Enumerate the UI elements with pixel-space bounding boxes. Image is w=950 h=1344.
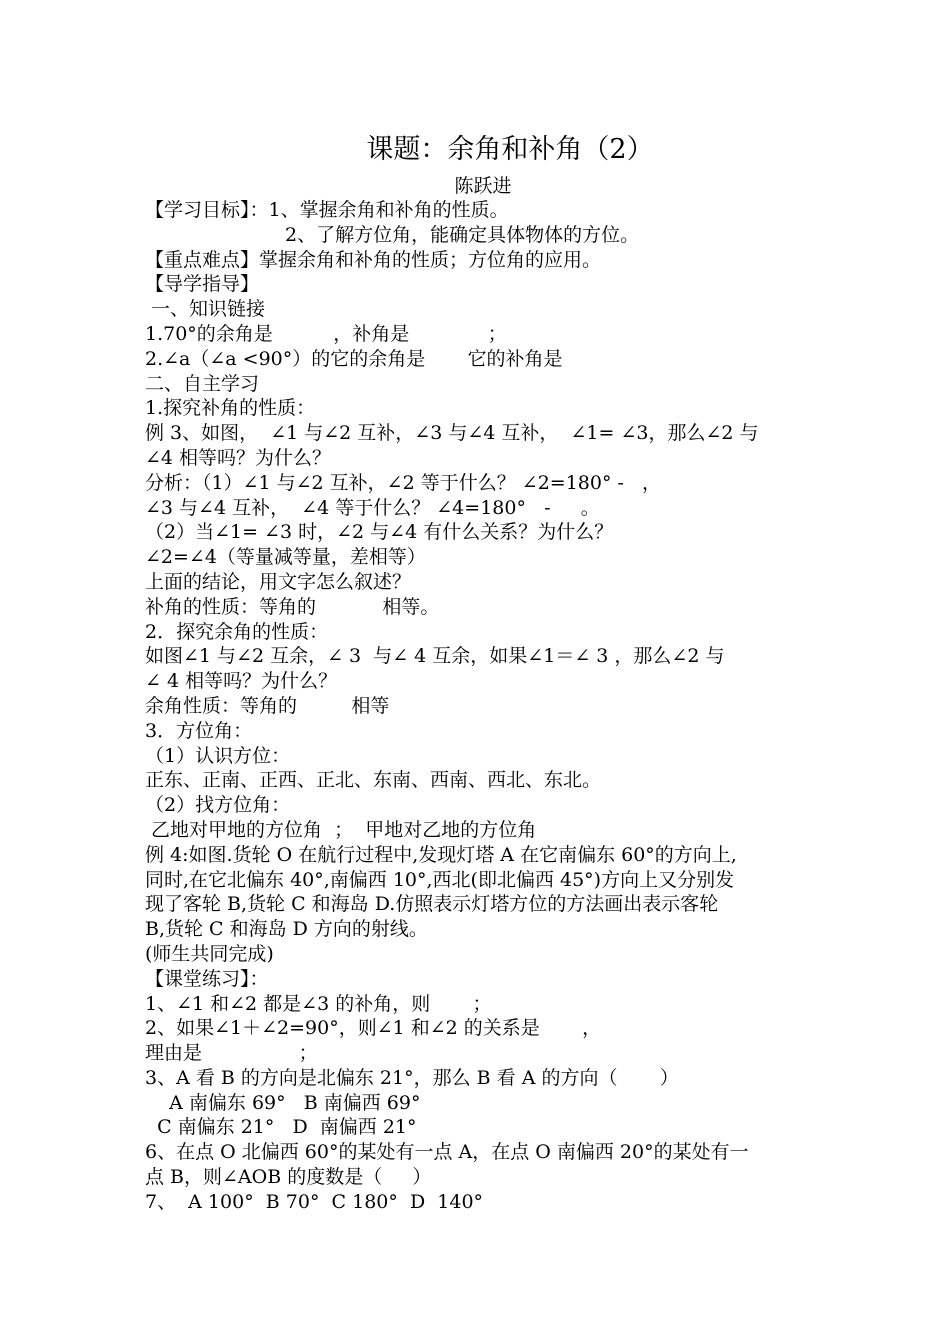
section-knowledge-link: 一、知识链接 <box>145 298 266 321</box>
example-line: 同时,在它北偏东 40°,南偏西 10°,西北(即北偏西 45°)方向上又分别发 <box>145 868 735 891</box>
author-name: 陈跃进 <box>454 175 512 197</box>
property-line: 余角性质：等角的 相等 <box>145 694 390 717</box>
subsection-item: （2）找方位角： <box>145 794 291 817</box>
example-line: 现了客轮 B,货轮 C 和海岛 D.仿照表示灯塔方位的方法画出表示客轮 <box>145 893 719 916</box>
analysis-line: ∠3 与∠4 互补， ∠4 等于什么？ ∠4=180° - 。 <box>145 496 600 519</box>
example-line: ∠4 相等吗？为什么？ <box>145 446 332 469</box>
key-points-line: 【重点难点】掌握余角和补角的性质；方位角的应用。 <box>145 248 602 271</box>
example-line: ∠ 4 相等吗？为什么？ <box>145 670 338 693</box>
example-line: 例 4:如图.货轮 O 在航行过程中,发现灯塔 A 在它南偏东 60°的方向上, <box>145 843 737 866</box>
analysis-line: 上面的结论，用文字怎么叙述？ <box>145 570 412 593</box>
exercise-options: A 南偏东 69° B 南偏西 69° <box>145 1091 421 1114</box>
subsection-item: （1）认识方位： <box>145 744 291 767</box>
example-line: B,货轮 C 和海岛 D 方向的射线。 <box>145 918 428 941</box>
learning-goals-line-1: 【学习目标】：1、掌握余角和补角的性质。 <box>145 199 509 221</box>
learning-goals-line-2: 2、了解方位角，能确定具体物体的方位。 <box>285 223 640 246</box>
guidance-heading: 【导学指导】 <box>145 273 260 296</box>
exercise-line: 理由是 ； <box>145 1042 318 1065</box>
subsection-heading: 1.探究补角的性质： <box>145 397 316 420</box>
exercise-line: 1、∠1 和∠2 都是∠3 的补角，则 ； <box>145 992 492 1015</box>
section-self-study: 二、自主学习 <box>145 372 260 395</box>
exercise-line: 6、在点 O 北偏西 60°的某处有一点 A，在点 O 南偏西 20°的某处有一 <box>145 1141 749 1164</box>
question-line: 1.70°的余角是 ，补角是 ； <box>145 322 507 345</box>
exercise-options: 7、 A 100° B 70° C 180° D 140° <box>145 1190 484 1213</box>
exercise-line: 点 B，则∠AOB 的度数是（ ） <box>145 1166 432 1189</box>
subsection-heading: 2．探究余角的性质： <box>145 620 329 643</box>
document-body <box>145 198 815 1215</box>
exercise-options: C 南偏东 21° D 南偏西 21° <box>145 1116 417 1139</box>
example-line: 如图∠1 与∠2 互余，∠ 3 与∠ 4 互余，如果∠1＝∠ 3 ，那么∠2 与 <box>145 645 725 668</box>
question-line: 2.∠a（∠a <90°）的它的余角是 它的补角是 <box>145 347 563 370</box>
example-line: 例 3、如图， ∠1 与∠2 互补，∠3 与∠4 互补， ∠1= ∠3，那么∠2 与 <box>145 422 759 445</box>
property-line: 补角的性质：等角的 相等。 <box>145 595 440 618</box>
note-line: (师生共同完成) <box>145 942 274 965</box>
document-title: 课题：余角和补角（2） <box>366 134 654 165</box>
analysis-line: （2）当∠1= ∠3 时，∠2 与∠4 有什么关系？为什么？ <box>145 521 614 544</box>
subsection-heading: 3．方位角： <box>145 719 253 742</box>
practice-heading: 【课堂练习】： <box>145 967 269 990</box>
exercise-line: 3、A 看 B 的方向是北偏东 21°，那么 B 看 A 的方向（ ） <box>145 1066 679 1089</box>
analysis-line: ∠2=∠4（等量减等量，差相等） <box>145 546 426 569</box>
exercise-line: 2、如果∠1＋∠2=90°，则∠1 和∠2 的关系是 ， <box>145 1017 602 1040</box>
directions-line: 正东、正南、正西、正北、东南、西南、西北、东北。 <box>145 769 602 792</box>
analysis-line: 分析：（1）∠1 与∠2 互补，∠2 等于什么？ ∠2=180° - ， <box>145 471 662 494</box>
bearing-line: 乙地对甲地的方位角 ； 甲地对乙地的方位角 <box>145 818 537 841</box>
